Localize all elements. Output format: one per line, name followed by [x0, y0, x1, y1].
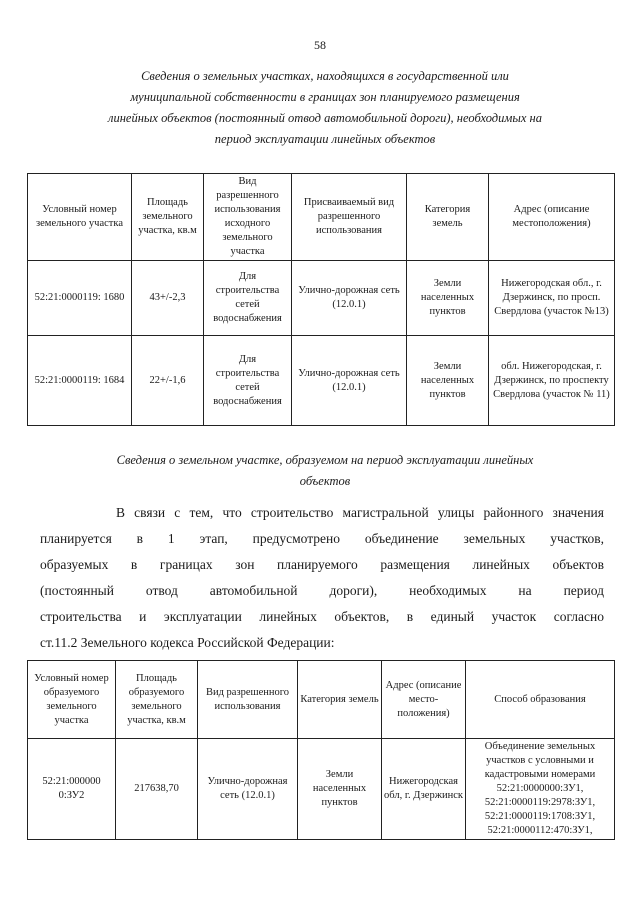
header-cell: Площадь образуемого земельного участка, кв.м	[116, 661, 198, 739]
paragraph-line: планируется в 1 этап, предусмотрено объединение земельных участков,	[40, 531, 604, 546]
header-cell: Адрес (описание место-положения)	[382, 661, 466, 739]
heading-line: период эксплуатации линейных объектов	[214, 132, 436, 146]
heading-line: линейных объектов (постоянный отвод автомобильной дороги), необходимых на	[108, 111, 542, 125]
table-cell: Земли населенных пунктов	[407, 336, 489, 426]
header-cell: Условный номер земельного участка	[28, 174, 132, 261]
table-header-row	[28, 174, 615, 261]
body-paragraph	[40, 500, 604, 656]
section-heading-state-municipal-plots	[40, 66, 610, 150]
table-cell: Улично-дорожная сеть (12.0.1)	[292, 261, 407, 336]
table-cell: Объединение земельных участков с условными и кадастровыми номерами 52:21:0000000:ЗУ1, 52:21:0000119:2978:ЗУ1, 52:21:0000119:1708:ЗУ1, 52:21:0000112:470:ЗУ1,	[466, 739, 615, 840]
heading-line: муниципальной собственности в границах зон планируемого размещения	[130, 90, 520, 104]
table-cell: Нижегородская обл, г. Дзержинск	[382, 739, 466, 840]
heading-line: Сведения о земельных участках, находящихся в государственной или	[141, 69, 509, 83]
table-row	[28, 336, 615, 426]
table-cell: Для строительства сетей водоснабжения	[204, 336, 292, 426]
table-cell: Земли населенных пунктов	[407, 261, 489, 336]
heading-line: Сведения о земельном участке, образуемом на период эксплуатации линейных	[116, 453, 534, 467]
header-cell: Вид разрешенного использования исходного земельного участка	[204, 174, 292, 261]
paragraph-line: В связи с тем, что строительство магистральной улицы районного значения	[116, 505, 604, 520]
paragraph-line: строительства и эксплуатации линейных объектов, в единый участок согласно	[40, 609, 604, 624]
header-cell: Условный номер образуемого земельного участка	[28, 661, 116, 739]
table-row	[28, 739, 615, 840]
table-cell: Улично-дорожная сеть (12.0.1)	[198, 739, 298, 840]
heading-line: объектов	[299, 474, 351, 488]
header-cell: Вид разрешенного использования	[198, 661, 298, 739]
page-number: 58	[314, 38, 326, 52]
paragraph-line: (постоянный отвод автомобильной дороги), необходимых на период	[40, 583, 604, 598]
header-cell: Категория земель	[407, 174, 489, 261]
table-cell: Улично-дорожная сеть (12.0.1)	[292, 336, 407, 426]
paragraph-line: ст.11.2 Земельного кодекса Российской Федерации:	[40, 635, 335, 650]
table-cell: 52:21:000000 0:ЗУ2	[28, 739, 116, 840]
table-cell: обл. Нижегородская, г. Дзержинск, по проспекту Свердлова (участок № 11)	[489, 336, 615, 426]
table-cell: 43+/-2,3	[132, 261, 204, 336]
header-cell: Способ образования	[466, 661, 615, 739]
table-cell: 22+/-1,6	[132, 336, 204, 426]
section-heading-formed-plot	[40, 450, 610, 492]
table-cell: 217638,70	[116, 739, 198, 840]
header-cell: Присваиваемый вид разрешенного использования	[292, 174, 407, 261]
table-row	[28, 261, 615, 336]
table-cell: 52:21:0000119: 1684	[28, 336, 132, 426]
table-cell: Для строительства сетей водоснабжения	[204, 261, 292, 336]
header-cell: Площадь земельного участка, кв.м	[132, 174, 204, 261]
header-cell: Категория земель	[298, 661, 382, 739]
formed-plot-table	[27, 660, 615, 840]
land-plots-table	[27, 173, 615, 426]
header-cell: Адрес (описание местоположения)	[489, 174, 615, 261]
table-header-row	[28, 661, 615, 739]
table-cell: Земли населенных пунктов	[298, 739, 382, 840]
table-cell: Нижегородская обл., г. Дзержинск, по просп. Свердлова (участок №13)	[489, 261, 615, 336]
paragraph-line: образуемых в границах зон планируемого размещения линейных объектов	[40, 557, 604, 572]
table-cell: 52:21:0000119: 1680	[28, 261, 132, 336]
